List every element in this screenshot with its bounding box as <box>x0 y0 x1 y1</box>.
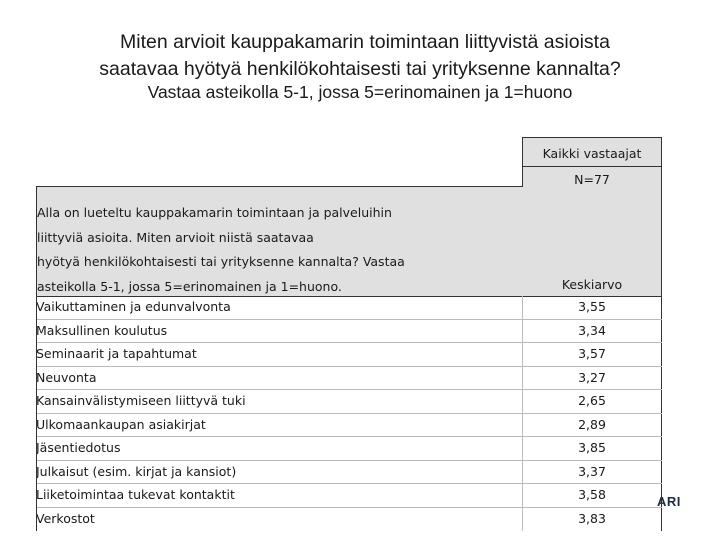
table-row <box>36 367 662 391</box>
value-column-header: Keskiarvo <box>561 277 623 292</box>
sample-size-label: N=77 <box>574 172 610 187</box>
table-row <box>36 390 662 414</box>
row-value: 3,34 <box>522 320 662 343</box>
table-row <box>36 484 662 508</box>
row-label: Liiketoimintaa tukevat kontaktit <box>36 487 235 502</box>
table-left-border <box>36 296 37 531</box>
table-row <box>36 414 662 438</box>
header-divider <box>523 166 661 167</box>
row-value: 2,89 <box>522 414 662 437</box>
row-value: 3,55 <box>522 296 662 319</box>
row-label: Jäsentiedotus <box>36 440 121 455</box>
row-value: 3,85 <box>522 437 662 460</box>
row-value: 3,27 <box>522 367 662 390</box>
row-value: 3,37 <box>522 461 662 484</box>
question-line: asteikolla 5-1, jossa 5=erinomainen ja 1=huono. <box>37 278 342 294</box>
slide-title-line-2: saatavaa hyötyä henkilökohtaisesti tai yrityksenne kannalta? <box>99 58 621 80</box>
table-row <box>36 437 662 461</box>
row-label: Neuvonta <box>36 369 97 385</box>
question-line: hyötyä henkilökohtaisesti tai yrityksenne kannalta? Vastaa <box>37 254 405 269</box>
table-row <box>36 320 662 344</box>
table-row <box>36 296 662 320</box>
row-value: 2,65 <box>522 390 662 413</box>
question-header-cell <box>36 186 523 297</box>
question-line: liittyviä asioita. Miten arvioit niistä saatavaa <box>37 229 314 245</box>
group-header-label: Kaikki vastaajat <box>542 146 642 161</box>
row-value: 3,57 <box>522 343 662 366</box>
slide-subtitle: Vastaa asteikolla 5-1, jossa 5=erinomainen ja 1=huono <box>147 82 573 102</box>
slide-title-line-1: Miten arvioit kauppakamarin toimintaan liittyvistä asioista <box>120 31 610 53</box>
row-value: 3,83 <box>522 508 662 532</box>
row-label: Maksullinen koulutus <box>36 322 168 338</box>
table-row <box>36 461 662 485</box>
row-value: 3,58 <box>522 484 662 507</box>
table-row <box>36 343 662 367</box>
row-label: Seminaarit ja tapahtumat <box>36 346 197 361</box>
row-label: Verkostot <box>36 510 95 526</box>
table-row <box>36 508 662 532</box>
results-table-body <box>36 296 662 531</box>
row-label: Kansainvälistymiseen liittyvä tuki <box>36 393 246 408</box>
question-text <box>37 201 517 299</box>
row-label: Vaikuttaminen ja edunvalvonta <box>36 299 231 314</box>
row-label: Ulkomaankaupan asiakirjat <box>36 416 206 432</box>
question-line: Alla on lueteltu kauppakamarin toimintaan ja palveluihin <box>37 205 392 220</box>
logo-fragment: ARI <box>657 494 681 509</box>
table-group-header <box>522 137 662 297</box>
row-label: Julkaisut (esim. kirjat ja kansiot) <box>36 463 237 479</box>
